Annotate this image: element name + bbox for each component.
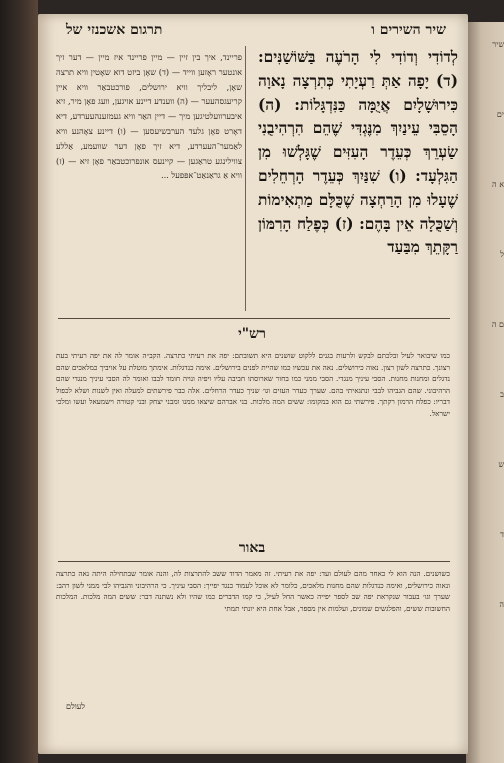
next-page-fragment: א ה: [492, 180, 504, 189]
hebrew-verse-text: לְדוֹדִי וְדוֹדִי לִי הָרֹעֶה בַּשּׁוֹשַׁנִּים: (ד) יָפָה אַתְּ רַעְיָתִי כְּתִרְצָה נָאוָה כִּירוּשָׁלָיִם אֲיֻמָּה כַּנִּדְגָּלוֹת: (ה) הָסֵבִּי עֵינַיִךְ מִנֶּגְדִּי שֶׁהֵם הִרְהִיבֻנִי שַׂעְרֵךְ כְּעֵדֶר הָעִזִּים שֶׁגָּלְשׁוּ מִן הַגִּלְעָד: (ו) שִׁנַּיִךְ כְּעֵדֶר הָרְחֵלִים שֶׁעָלוּ מִן הָרַחְצָה שֶׁכֻּלָּם מַתְאִימוֹת וְשַׁכֻּלָה אֵין בָּהֶם: (ז) כְּפֶלַח הָרִמּוֹן רַקָּתֵךְ מִבַּעַד: [258, 48, 458, 257]
next-page-fragment: ים: [496, 110, 504, 119]
page-header-translation: תרגום אשכנזי של: [66, 22, 163, 38]
biur-heading: באור: [238, 540, 266, 556]
column-divider: [245, 46, 246, 311]
next-page-fragment: ה: [499, 600, 504, 609]
page-header-hebrew: שיר השירים ו: [371, 22, 446, 38]
next-page-fragment: ב: [500, 390, 504, 399]
catchword: לעולם: [66, 702, 86, 711]
section-rule: [58, 318, 450, 319]
next-page-fragment: שיר: [492, 40, 504, 49]
next-page-fragment: ד: [500, 530, 504, 539]
rashi-commentary: כמו שיבואר לעיל ובלכתם לבקש ולרעות בגנים ללקוט שושנים היא תשובתם: יפה את רעיתי כתרצה. הקב״ה אומר לה את יפה רעיתי בעת רצונך. כתרצה לשון רצון. נאוה כירושלים. נאה את עכשיו כמו שהיית לפנים בירושלים. אימה כנדגלות. אימתך מוטלת על אויביך כמלאכים שהם נדגלים ומחנות מחנות. הסבי עיניך מנגדי. הסבי ממני כמו בחור שארוסתו חביבה עליו ויפיה ונויה חומד לבבו ואומר לה הסבי עיניך מנגדי שהם הרהיבוני. שהם הגביהו לבבי ונתגאיתי בהם. שערך כעדר העזים וגו׳ שניך כעדר הרחלים. אלה כבר פירשתים למעלה ואין לשנות ושלא לכפול דבריו: כפלח הרמון רקתך. פירשתי גם הוא במקומו: ששים המה מלכות. בני אברהם שיצאו ממנו ומבני יצחק ובני קטורה וישמעאל ועשו ומלכי ישראל.: [56, 351, 450, 418]
next-page-fragment: ש: [498, 460, 504, 469]
rashi-heading: רש"י: [238, 326, 266, 342]
next-page-fragment: ל: [500, 250, 504, 259]
book-spine: [0, 0, 38, 763]
yiddish-translation-text: פריינד, איך בין זיין — מיין פריינד איז מיין — דער זיך אונטער ראָזען ווייד — (ד) שאָן ביזט דוא שאָטין וויא תרצה שאָן, ליבליך וויא ירושלים, פורכטבאַר וויא איין קריעגסהעער — (ה) ווענדע דיינע אויגען, וועג פאָן מיר, זיא איבערוועלטיגען מיך — דיין האַר וויא געמזענהעערדע, דיא דאָרט פאָן גלעד הערבשיעסען — (ו) דיינע צאָהנע וויא לאַמער־העערדע, דיא זיך פאָן דער שוועמע, אַללע צווילינגע טראַגען — קיינעס אונפרוכטבאַר פאָן זיא — (ז) וויא אַ גראַנאַט־אפּפעל ...: [56, 52, 242, 181]
section-rule: [58, 561, 450, 562]
next-page-fragment: ם ה: [491, 320, 504, 329]
biur-commentary: כשושנים. הנה הוא לי כאחד מהם לעולם ועד: יפה את רעיתי. זה מאמר הדוד ששב להתרצות לה, והנה אומר שבתחילה היתה נאה כתרצה ונאוה כירושלים, ואימה כנדגלות שהם מחנות מלאכים, כלומר לא אוכל לעמוד כנגד יפייך: הסבי עיניך. כי הרהיבוני והגביהו לבי ממני לשון רהב: שערך וגו׳ בעבור שנקראת יפה שב לספר יפייה כאשר החל לעיל, כי קמו הדברים כמו שהיו ולא נשתנה דבר: ששים המה מלכות. המלכות החשובות ששים, והפלגשים שמונים, ועלמות אין מספר, אבל אחת היא יונתי תמתי: [56, 569, 450, 613]
